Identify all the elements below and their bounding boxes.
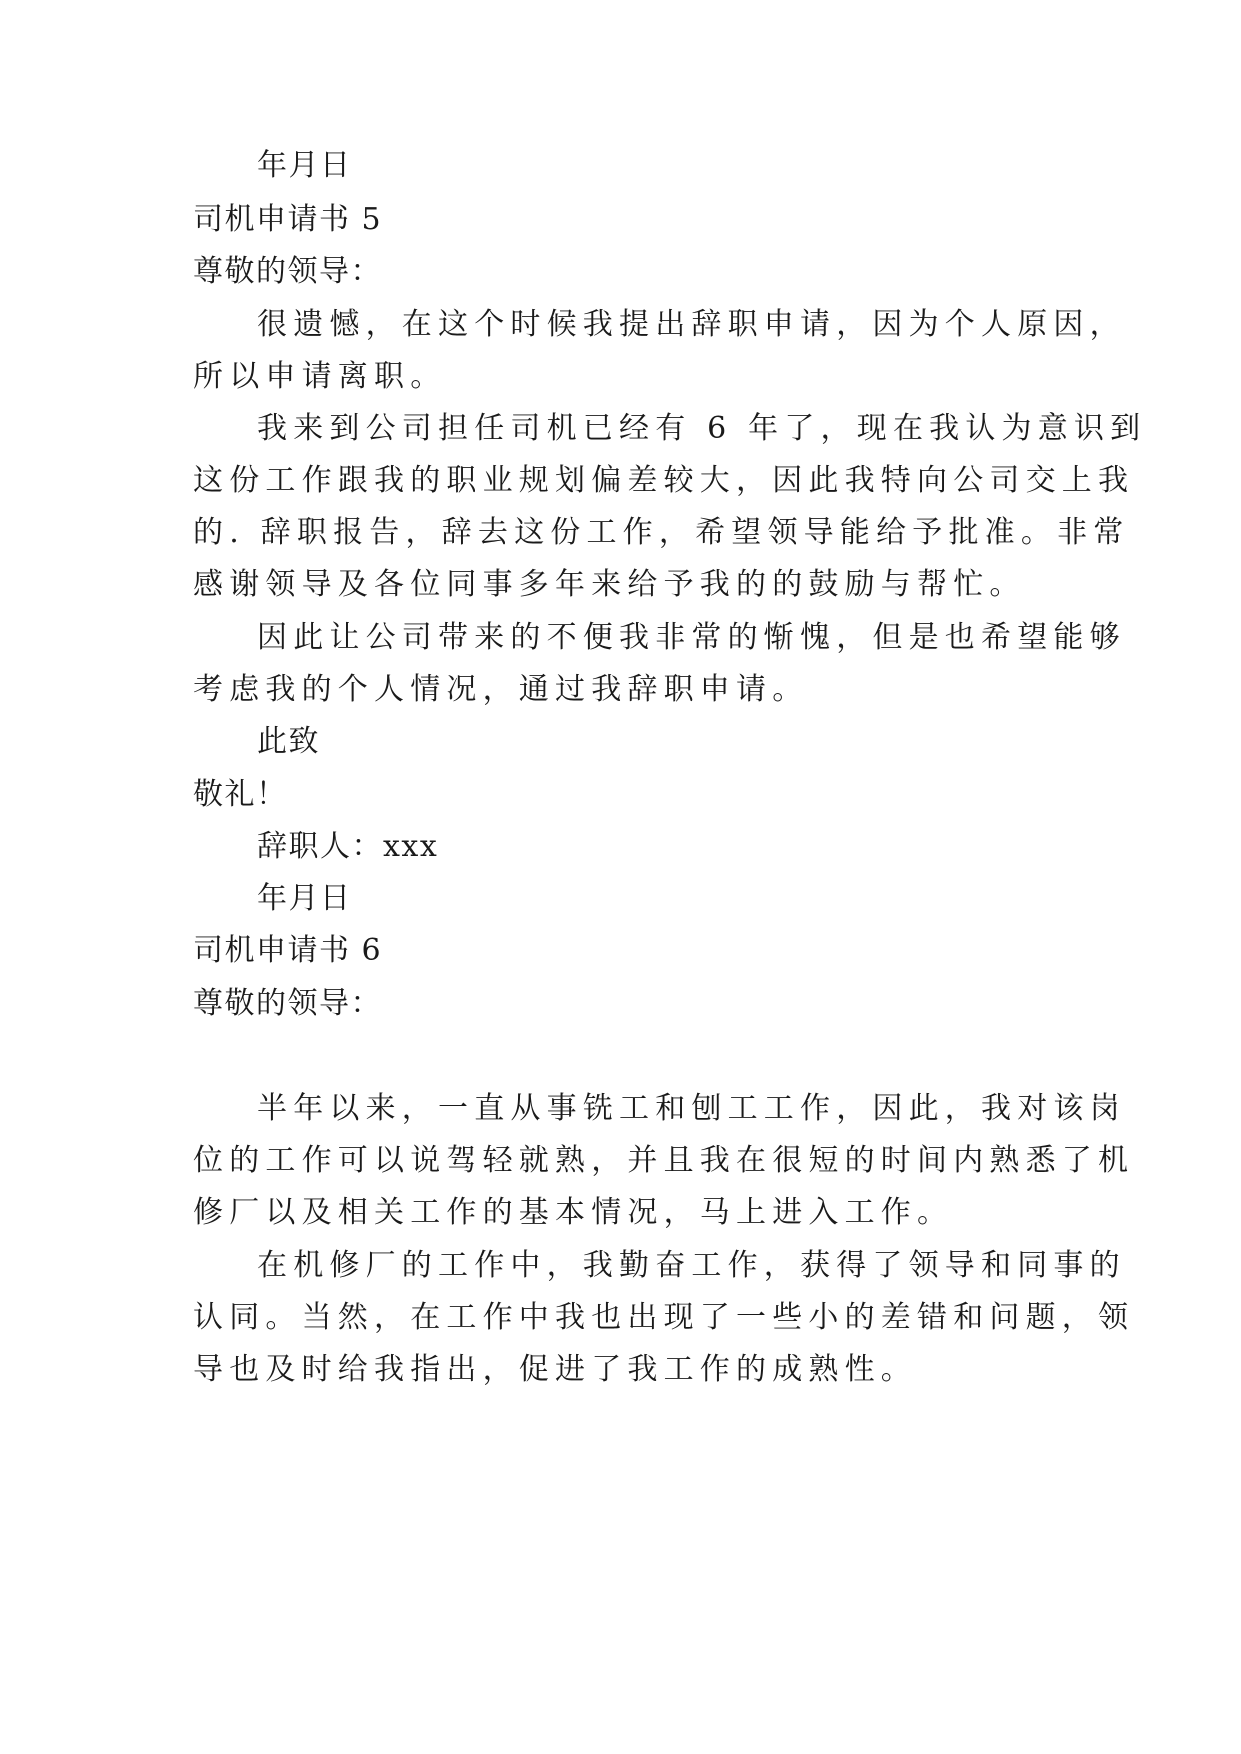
paragraph-line: 这份工作跟我的职业规划偏差较大，因此我特向公司交上我 (193, 463, 1135, 498)
closing-line: 此致 (257, 724, 320, 759)
paragraph-line: 在机修厂的工作中，我勤奋工作，获得了领导和同事的 (257, 1248, 1126, 1283)
paragraph-line: 考虑我的个人情况，通过我辞职申请。 (193, 672, 809, 707)
paragraph-line: 我来到公司担任司机已经有 6 年了，现在我认为意识到 (257, 411, 1147, 446)
paragraph-line: 因此让公司带来的不便我非常的惭愧，但是也希望能够 (257, 620, 1126, 655)
paragraph-line: 导也及时给我指出，促进了我工作的成熟性。 (193, 1352, 917, 1387)
signature-line: 辞职人：xxx (257, 829, 439, 864)
date-line: 年月日 (257, 881, 352, 916)
date-line: 年月日 (257, 148, 352, 183)
salutation: 尊敬的领导： (193, 254, 382, 289)
paragraph-line: 认同。当然，在工作中我也出现了一些小的差错和问题，领 (193, 1300, 1135, 1335)
paragraph-line: 感谢领导及各位同事多年来给予我的的鼓励与帮忙。 (193, 567, 1026, 602)
closing-regards: 敬礼！ (193, 777, 288, 812)
paragraph-line: 的. 辞职报告，辞去这份工作，希望领导能给予批准。非常 (193, 515, 1130, 550)
paragraph-line: 很遗憾，在这个时候我提出辞职申请，因为个人原因， (257, 307, 1126, 342)
salutation: 尊敬的领导： (193, 986, 382, 1021)
section-title: 司机申请书 5 (193, 202, 383, 237)
section-title: 司机申请书 6 (193, 933, 383, 968)
paragraph-line: 位的工作可以说驾轻就熟，并且我在很短的时间内熟悉了机 (193, 1143, 1135, 1178)
paragraph-line: 修厂以及相关工作的基本情况，马上进入工作。 (193, 1195, 954, 1230)
paragraph-line: 半年以来，一直从事铣工和刨工工作，因此，我对该岗 (257, 1091, 1126, 1126)
paragraph-line: 所以申请离职。 (193, 359, 447, 394)
